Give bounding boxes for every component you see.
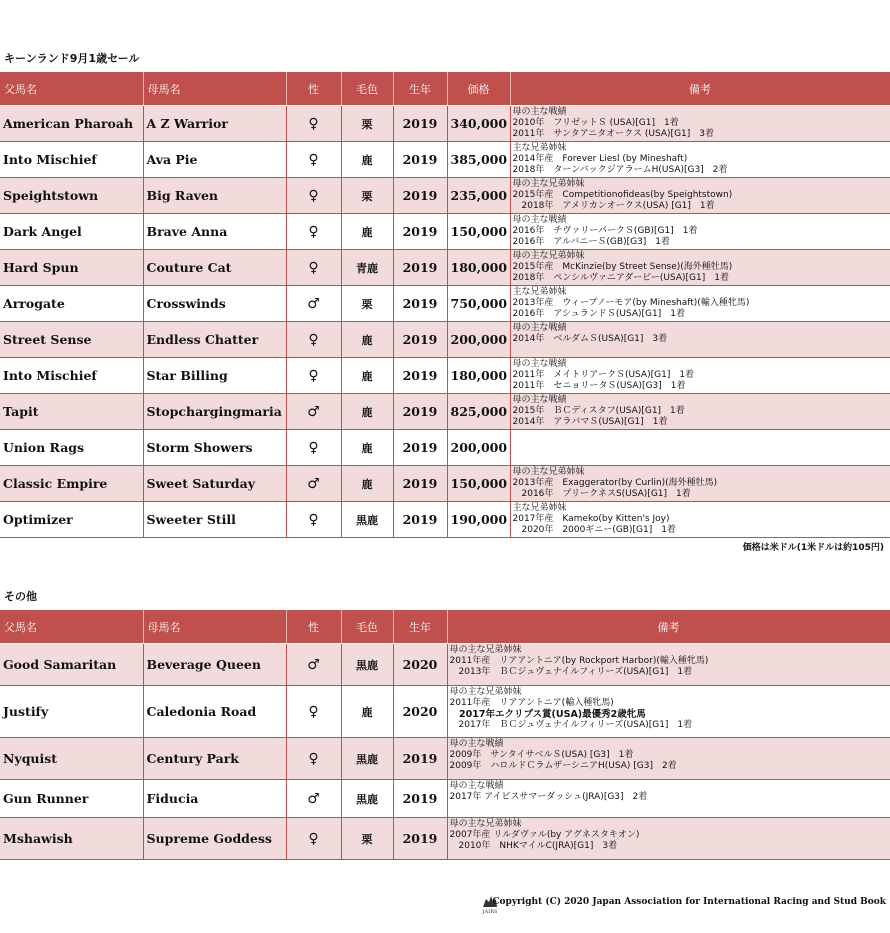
coat-color: 鹿 [341, 394, 393, 430]
sex-symbol: ♀ [286, 106, 341, 142]
dam-name: Endless Chatter [143, 322, 286, 358]
coat-color: 鹿 [341, 466, 393, 502]
remark-line: 2011年産 リアアントニア(輸入種牝馬) [449, 698, 614, 708]
sire-name: Tapit [0, 394, 143, 430]
table-row [0, 738, 890, 780]
coat-color: 青鹿 [341, 250, 393, 286]
coat-color: 栗 [341, 106, 393, 142]
birth-year: 2019 [393, 466, 447, 502]
remark-line: 2007年産 リルダヴァル(by アグネスタキオン) [449, 830, 640, 840]
birth-year: 2020 [393, 686, 447, 738]
birth-year: 2019 [393, 286, 447, 322]
coat-color: 鹿 [341, 322, 393, 358]
coat-color: 栗 [341, 178, 393, 214]
remarks [510, 466, 890, 502]
other-table [0, 610, 890, 860]
coat-color: 黒鹿 [341, 738, 393, 780]
birth-year: 2019 [393, 780, 447, 818]
copyright: Copyright (C) 2020 Japan Association for International Racing and Stud Book [492, 897, 886, 907]
remark-line: 2016年 プリークネスS(USA)[G1] 1着 [512, 489, 691, 499]
remark-line: 2015年産 McKinzie(by Street Sense)(海外種牡馬) [512, 262, 733, 272]
remark-line: 母の主な戦績 [512, 359, 567, 369]
remarks [510, 502, 890, 538]
dam-name: Fiducia [143, 780, 286, 818]
table-row [0, 322, 890, 358]
remark-line: 母の主な兄弟姉妹 [512, 467, 585, 477]
table-row [0, 286, 890, 322]
remarks [510, 214, 890, 250]
sex-symbol: ♀ [286, 430, 341, 466]
remark-line: 母の主な兄弟姉妹 [449, 645, 522, 655]
remarks [510, 250, 890, 286]
dam-name: Ava Pie [143, 142, 286, 178]
table-row [0, 358, 890, 394]
remarks [447, 818, 890, 860]
dam-name: Caledonia Road [143, 686, 286, 738]
column-header: 母馬名 [143, 610, 286, 644]
table-row [0, 644, 890, 686]
birth-year: 2019 [393, 250, 447, 286]
remarks [447, 686, 890, 738]
remark-line: 母の主な戦績 [449, 739, 504, 749]
section2-title: その他 [4, 590, 37, 603]
price: 235,000 [447, 178, 510, 214]
sex-symbol: ♂ [286, 286, 341, 322]
sire-name: American Pharoah [0, 106, 143, 142]
remark-line: 主な兄弟姉妹 [512, 143, 567, 153]
table-row [0, 686, 890, 738]
dam-name: Crosswinds [143, 286, 286, 322]
remark-line: 2018年 アメリカンオークス(USA) [G1] 1着 [512, 201, 715, 211]
remark-line: 母の主な兄弟姉妹 [449, 687, 522, 697]
sale-table [0, 72, 890, 538]
sire-name: Into Mischief [0, 142, 143, 178]
sex-symbol: ♀ [286, 686, 341, 738]
sex-symbol: ♀ [286, 502, 341, 538]
price: 200,000 [447, 430, 510, 466]
sire-name: Union Rags [0, 430, 143, 466]
remark-line: 2017年 アイビスサマーダッシュ(JRA)[G3] 2着 [449, 792, 648, 802]
price: 180,000 [447, 358, 510, 394]
column-header: 備考 [447, 610, 890, 644]
birth-year: 2019 [393, 106, 447, 142]
remark-line: 母の主な戦績 [449, 781, 504, 791]
remarks [447, 644, 890, 686]
coat-color: 黒鹿 [341, 502, 393, 538]
dam-name: Sweet Saturday [143, 466, 286, 502]
remark-line: 主な兄弟姉妹 [512, 287, 567, 297]
column-header: 父馬名 [0, 72, 143, 106]
price: 385,000 [447, 142, 510, 178]
column-header: 生年 [393, 610, 447, 644]
remark-line: 2017年産 Kameko(by Kitten's Joy) [512, 514, 670, 524]
remark-line: 2018年 ペンシルヴァニアダービー(USA)[G1] 1着 [512, 273, 729, 283]
remark-line: 2009年 サンタイサベルＳ(USA) [G3] 1着 [449, 750, 634, 760]
sire-name: Speightstown [0, 178, 143, 214]
dam-name: Star Billing [143, 358, 286, 394]
table-row [0, 250, 890, 286]
dam-name: Couture Cat [143, 250, 286, 286]
column-header: 毛色 [341, 610, 393, 644]
sire-name: Nyquist [0, 738, 143, 780]
remarks [510, 358, 890, 394]
remark-line: 母の主な兄弟姉妹 [449, 819, 522, 829]
sire-name: Arrogate [0, 286, 143, 322]
table-row [0, 142, 890, 178]
remark-line: 2011年産 リアアントニア(by Rockport Harbor)(輸入種牝馬) [449, 656, 709, 666]
dam-name: Brave Anna [143, 214, 286, 250]
remark-line: 2016年 チヴァリーパークＳ(GB)[G1] 1着 [512, 226, 698, 236]
sex-symbol: ♀ [286, 738, 341, 780]
dam-name: Beverage Queen [143, 644, 286, 686]
dam-name: Big Raven [143, 178, 286, 214]
remark-line: 2015年 ＢＣディスタフ(USA)[G1] 1着 [512, 406, 685, 416]
birth-year: 2019 [393, 142, 447, 178]
remark-line: 2013年産 Exaggerator(by Curlin)(海外種牡馬) [512, 478, 718, 488]
remark-line: 2016年 アシュランドＳ(USA)[G1] 1着 [512, 309, 685, 319]
column-header: 価格 [447, 72, 510, 106]
sire-name: Into Mischief [0, 358, 143, 394]
remark-line: 2011年 セニョリータＳ(USA)[G3] 1着 [512, 381, 686, 391]
table-row [0, 818, 890, 860]
price: 190,000 [447, 502, 510, 538]
remarks [447, 738, 890, 780]
sex-symbol: ♀ [286, 142, 341, 178]
sire-name: Mshawish [0, 818, 143, 860]
birth-year: 2019 [393, 394, 447, 430]
birth-year: 2020 [393, 644, 447, 686]
birth-year: 2019 [393, 358, 447, 394]
column-header: 母馬名 [143, 72, 286, 106]
price: 180,000 [447, 250, 510, 286]
table-row [0, 106, 890, 142]
remarks [510, 106, 890, 142]
coat-color: 鹿 [341, 686, 393, 738]
coat-color: 鹿 [341, 430, 393, 466]
sex-symbol: ♀ [286, 214, 341, 250]
price: 750,000 [447, 286, 510, 322]
sex-symbol: ♀ [286, 250, 341, 286]
section1-title: キーンランド9月1歳セール [4, 52, 140, 65]
remark-line: 2017年エクリプス賞(USA)最優秀2歳牝馬 [449, 709, 646, 720]
column-header: 性 [286, 72, 341, 106]
sire-name: Classic Empire [0, 466, 143, 502]
birth-year: 2019 [393, 502, 447, 538]
birth-year: 2019 [393, 322, 447, 358]
remark-line: 2013年 ＢＣジュヴェナイルフィリーズ(USA)[G1] 1着 [449, 667, 693, 677]
remark-line: 2014年産 Forever Liesl (by Mineshaft) [512, 154, 688, 164]
logo-text: JAIRS [482, 909, 498, 915]
birth-year: 2019 [393, 818, 447, 860]
remarks [510, 178, 890, 214]
remark-line: 母の主な兄弟姉妹 [512, 179, 585, 189]
price: 150,000 [447, 214, 510, 250]
sire-name: Dark Angel [0, 214, 143, 250]
birth-year: 2019 [393, 738, 447, 780]
birth-year: 2019 [393, 214, 447, 250]
dam-name: Sweeter Still [143, 502, 286, 538]
remark-line: 2017年 ＢＣジュヴェナイルフィリーズ(USA)[G1] 1着 [449, 720, 693, 730]
remark-line: 2014年 アラバマＳ(USA)[G1] 1着 [512, 417, 668, 427]
coat-color: 栗 [341, 818, 393, 860]
remark-line: 2020年 2000ギニー(GB)[G1] 1着 [512, 525, 676, 535]
sex-symbol: ♀ [286, 358, 341, 394]
birth-year: 2019 [393, 430, 447, 466]
sire-name: Good Samaritan [0, 644, 143, 686]
sire-name: Justify [0, 686, 143, 738]
price: 200,000 [447, 322, 510, 358]
remark-line: 母の主な戦績 [512, 395, 567, 405]
coat-color: 黒鹿 [341, 780, 393, 818]
sex-symbol: ♂ [286, 466, 341, 502]
coat-color: 鹿 [341, 142, 393, 178]
remark-line: 2011年 メイトリアークＳ(USA)[G1] 1着 [512, 370, 695, 380]
remark-line: 2010年 フリゼットＳ (USA)[G1] 1着 [512, 118, 679, 128]
remark-line: 主な兄弟姉妹 [512, 503, 567, 513]
remark-line: 母の主な戦績 [512, 323, 567, 333]
table-row [0, 780, 890, 818]
dam-name: Century Park [143, 738, 286, 780]
coat-color: 栗 [341, 286, 393, 322]
price: 150,000 [447, 466, 510, 502]
remark-line: 母の主な戦績 [512, 107, 567, 117]
table-row [0, 430, 890, 466]
price: 825,000 [447, 394, 510, 430]
coat-color: 黒鹿 [341, 644, 393, 686]
remark-line: 2016年 アルバニーＳ(GB)[G3] 1着 [512, 237, 671, 247]
table-row [0, 466, 890, 502]
sire-name: Optimizer [0, 502, 143, 538]
coat-color: 鹿 [341, 358, 393, 394]
table-row [0, 502, 890, 538]
sire-name: Hard Spun [0, 250, 143, 286]
dam-name: A Z Warrior [143, 106, 286, 142]
remark-line: 2013年産 ウィーブノーモア(by Mineshaft)(輸入種牝馬) [512, 298, 750, 308]
remarks [510, 142, 890, 178]
price-note: 価格は米ドル(1米ドルは約105円) [742, 543, 884, 553]
sex-symbol: ♀ [286, 818, 341, 860]
column-header: 父馬名 [0, 610, 143, 644]
sex-symbol: ♂ [286, 780, 341, 818]
table-row [0, 214, 890, 250]
remark-line: 2015年産 Competitionofideas(by Speightstown) [512, 190, 733, 200]
sex-symbol: ♀ [286, 322, 341, 358]
table-row [0, 394, 890, 430]
sex-symbol: ♂ [286, 644, 341, 686]
coat-color: 鹿 [341, 214, 393, 250]
remarks [510, 394, 890, 430]
column-header: 生年 [393, 72, 447, 106]
price: 340,000 [447, 106, 510, 142]
column-header: 毛色 [341, 72, 393, 106]
sire-name: Street Sense [0, 322, 143, 358]
dam-name: Supreme Goddess [143, 818, 286, 860]
dam-name: Stopchargingmaria [143, 394, 286, 430]
sex-symbol: ♀ [286, 178, 341, 214]
remark-line: 母の主な兄弟姉妹 [512, 251, 585, 261]
table-row [0, 178, 890, 214]
remark-line: 2010年 NHKマイルC(JRA)[G1] 3着 [449, 841, 618, 851]
sex-symbol: ♂ [286, 394, 341, 430]
sire-name: Gun Runner [0, 780, 143, 818]
remark-line: 母の主な戦績 [512, 215, 567, 225]
remark-line: 2018年 ターンバックジアラームH(USA)[G3] 2着 [512, 165, 728, 175]
remarks [510, 286, 890, 322]
remark-line: 2009年 ハロルドＣラムザーシニアH(USA) [G3] 2着 [449, 761, 677, 771]
dam-name: Storm Showers [143, 430, 286, 466]
remark-line: 2011年 サンタアニタオークス (USA)[G1] 3着 [512, 129, 715, 139]
birth-year: 2019 [393, 178, 447, 214]
column-header: 備考 [510, 72, 890, 106]
remarks [510, 322, 890, 358]
remarks [447, 780, 890, 818]
remark-line: 2014年 ベルダムＳ(USA)[G1] 3着 [512, 334, 668, 344]
column-header: 性 [286, 610, 341, 644]
remarks [510, 430, 890, 466]
